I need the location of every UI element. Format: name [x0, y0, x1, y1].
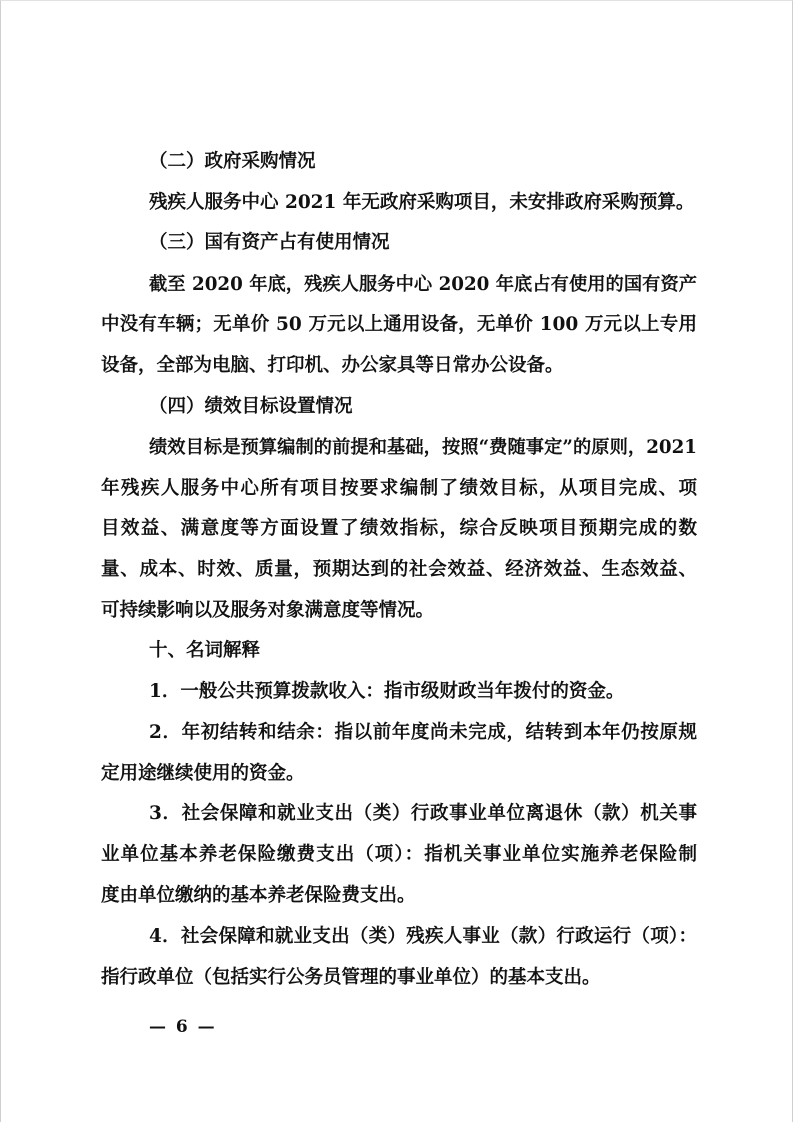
paragraph-line: 截至 2020 年底，残疾人服务中心 2020 年底占有使用的国有资产 — [149, 274, 697, 295]
glossary-item-4: 4．社会保障和就业支出（类）残疾人事业（款）行政运行（项）： — [149, 926, 697, 947]
paragraph-line: 目效益、满意度等方面设置了绩效指标，综合反映项目预期完成的数 — [101, 518, 697, 539]
paragraph-line: 年残疾人服务中心所有项目按要求编制了绩效目标，从项目完成、项 — [101, 478, 697, 499]
section-heading-performance-targets: （四）绩效目标设置情况 — [149, 396, 353, 417]
paragraph-line: 定用途继续使用的资金。 — [101, 763, 305, 784]
page-number: — 6 — — [149, 1017, 217, 1037]
section-heading-government-procurement: （二）政府采购情况 — [149, 151, 316, 172]
section-heading-state-assets: （三）国有资产占有使用情况 — [149, 232, 390, 253]
paragraph-line: 度由单位缴纳的基本养老保险费支出。 — [101, 885, 416, 906]
paragraph-line: 残疾人服务中心 2021 年无政府采购项目，未安排政府采购预算。 — [149, 192, 695, 213]
paragraph-line: 中没有车辆；无单价 50 万元以上通用设备，无单价 100 万元以上专用 — [101, 314, 697, 335]
paragraph-line: 绩效目标是预算编制的前提和基础，按照“费随事定”的原则，2021 — [149, 437, 697, 458]
paragraph-line: 量、成本、时效、质量，预期达到的社会效益、经济效益、生态效益、 — [101, 559, 697, 580]
glossary-item-3: 3．社会保障和就业支出（类）行政事业单位离退休（款）机关事 — [149, 803, 697, 824]
paragraph-line: 业单位基本养老保险缴费支出（项）：指机关事业单位实施养老保险制 — [101, 844, 697, 865]
glossary-item-2: 2．年初结转和结余：指以前年度尚未完成，结转到本年仍按原规 — [149, 722, 697, 743]
glossary-item-1: 1．一般公共预算拨款收入：指市级财政当年拨付的资金。 — [149, 681, 625, 702]
section-heading-glossary: 十、名词解释 — [149, 640, 261, 661]
paragraph-line: 设备，全部为电脑、打印机、办公家具等日常办公设备。 — [101, 355, 564, 376]
paragraph-line: 指行政单位（包括实行公务员管理的事业单位）的基本支出。 — [101, 967, 601, 988]
paragraph-line: 可持续影响以及服务对象满意度等情况。 — [101, 600, 435, 621]
